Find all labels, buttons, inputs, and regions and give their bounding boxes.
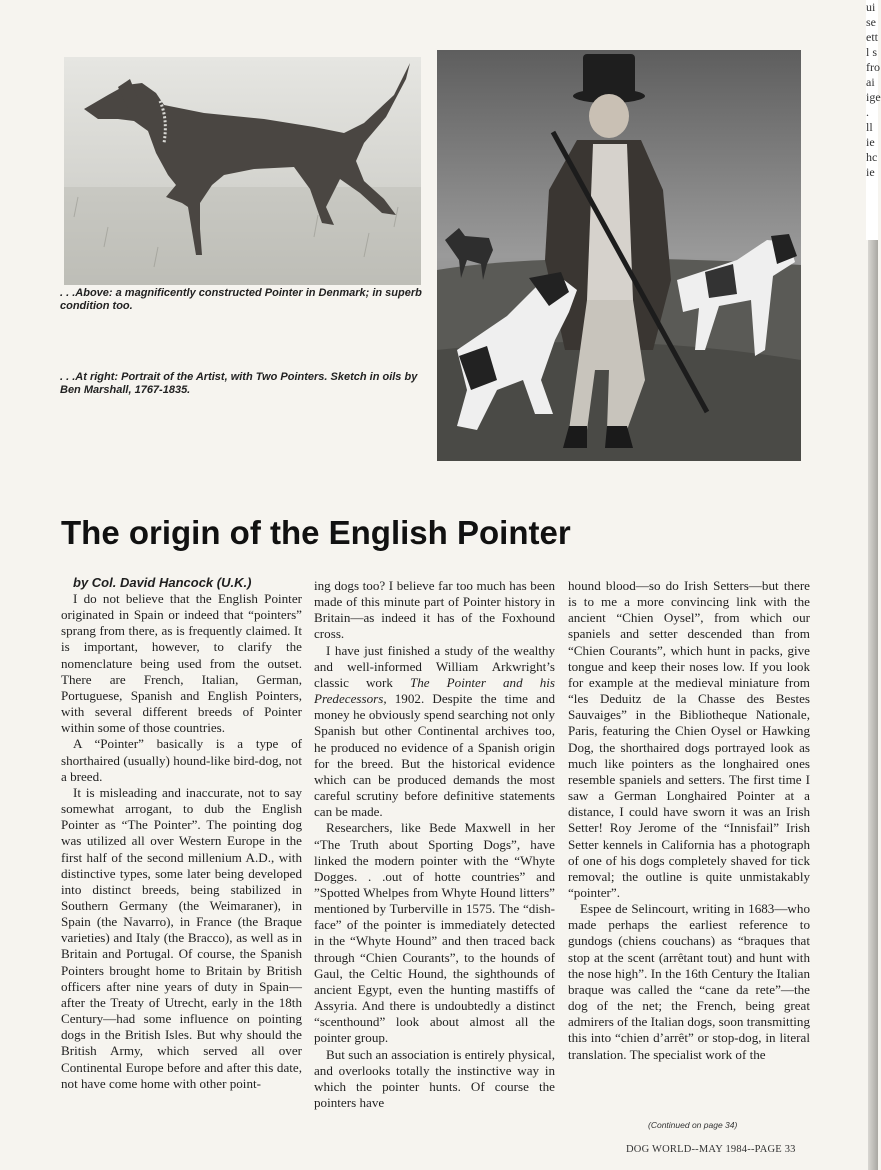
page-footer: DOG WORLD--MAY 1984--PAGE 33	[626, 1144, 796, 1155]
article-title: The origin of the English Pointer	[61, 514, 571, 551]
fragment-text: ui	[866, 0, 876, 14]
facing-page-fragment	[866, 0, 881, 240]
paragraph: It is misleading and inaccurate, not to say somewhat arrogant, to dub the English Pointer as “The Pointer”. The pointing dog was utilized all over Western Europe in the first half of the second millenium A.D., with distinctive types, some later being developed into distinct breeds, being stabilized in Southern Germany (the Weimaraner), in Spain (the Navarro), in France (the Braque varieties) and Italy (the Bracco), as well as in Britain and Portugal. Of course, the Spanish Pointers brought home to Britain by British officers after nine years of duty in Spain—after the Treaty of Utrecht, early in the 18th Century—had some influence on pointing dogs in the British Isles. But why should the British Army, which served all over Continental Europe before and after this date, not have come home with other point-	[61, 784, 302, 1091]
fragment-text: ige	[866, 90, 881, 104]
text-run: I have just finished a study of the wealthy and well-informed William Arkwright’s classic work	[314, 642, 555, 690]
photo-caption-above: . . .Above: a magnificently constructed Pointer in Denmark; in superb condition too.	[60, 287, 422, 312]
byline: by Col. David Hancock (U.K.)	[73, 575, 252, 590]
fragment-text: .	[866, 105, 869, 119]
book-title: The Pointer and his Predecessors,	[314, 674, 555, 707]
paragraph: But such an association is entirely physical, and overlooks totally the instinctive way in which the pointer hunts. Of course the pointers have	[314, 1046, 555, 1110]
text-run: 1902. Despite the time and money he obviously spend searching not only Spanish but other Continental archives too, he produced no evidence of a Spanish origin for the breed. But the historical evidence which can be produced demands the most careful scrutiny before definitive statements can be made.	[314, 691, 555, 820]
paragraph: Espee de Selincourt, writing in 1683—who made perhaps the earliest reference to gundogs (chiens couchans) as “braques that stop at the scent (arrêtant tout) and hunt with the nose high”. In the 16th Century the Italian braque was called the “cane da rete”—the dog of the net; the French, being great admirers of the Italian dogs, soon transmitting this into “chien d’arrêt” or stop-dog, in literal translation. The specialist work of the	[568, 901, 810, 1062]
fragment-text: hc	[866, 150, 878, 164]
pointer-dog-photo	[64, 57, 421, 285]
fragment-text: l s	[866, 45, 878, 59]
fragment-text: ie	[866, 135, 875, 149]
article-column-2	[314, 578, 555, 1111]
fragment-text: ie	[866, 165, 875, 179]
paragraph: Researchers, like Bede Maxwell in her “The Truth about Sporting Dogs”, have linked the modern pointer with the “Whyte Dogges. . .out of hotte countries” and ”Spotted Whelpes from Whyte Hound litters” mentioned by Turberville in 1575. The “dish-face” of the pointer is immediately detected in the “Whyte Hound” and then traced back through “Chien Courants”, to the hounds of Gaul, the Celtic Hound, the sighthounds of ancient Egypt, even the hunting mastiffs of Assyria. And there is undoubtedly a distinct “scenthound” look about almost all the pointer group.	[314, 820, 555, 1046]
page-edge-shadow	[868, 240, 878, 1170]
paragraph: I do not believe that the English Pointer originated in Spain or indeed that “pointers” sprang from there, as is frequently claimed. It is important, however, to clarify the nomenclature being used from the outset. There are French, Italian, German, Portuguese, Spanish and English Pointers, with several different breeds of Pointer within some of those countries.	[61, 591, 302, 736]
portrait-with-two-pointers-painting	[437, 50, 801, 461]
paragraph: hound blood—so do Irish Setters—but there is to me a more convincing link with the ancient “Chien Oysel”, from which our spaniels and setter descended than from “Chien Courants”, which hunt in packs, give tongue and keep their noses low. If you look for example at the medieval miniature from “les Deduitz de la Chasse des Bestes Sauvaiges” in the Bibliotheque Nationale, Paris, featuring the Chien Oysel or Hawking Dog, the shorthaired dogs portrayed look as much like pointers as the longhaired ones resemble spaniels and setters. The first time I saw a German Longhaired Pointer at a distance, I could have sworn it was an Irish Setter! Roy Jerome of the “Innisfail” Irish Setter kennels in California has a photograph of one of his dogs completely shaved for tick removal; the outline is quite unmistakably “pointer”.	[568, 578, 810, 900]
fragment-text: se	[866, 15, 876, 29]
photo-caption-right: . . .At right: Portrait of the Artist, with Two Pointers. Sketch in oils by Ben Marshall, 1767-1835.	[60, 371, 418, 396]
fragment-text: ett	[866, 30, 878, 44]
article-column-1	[61, 575, 302, 1092]
paragraph: ing dogs too? I believe far too much has been made of this minute part of Pointer history in Britain—as indeed it has of the Foxhound cross.	[314, 578, 555, 642]
paragraph	[314, 643, 555, 821]
fragment-text: ll	[866, 120, 873, 134]
continued-note: (Continued on page 34)	[648, 1120, 738, 1130]
fragment-text: fro	[866, 60, 880, 74]
article-column-3	[568, 578, 810, 1063]
paragraph: A “Pointer” basically is a type of shorthaired (usually) hound-like bird-dog, not a breed.	[61, 736, 302, 784]
fragment-text: ai	[866, 75, 875, 89]
